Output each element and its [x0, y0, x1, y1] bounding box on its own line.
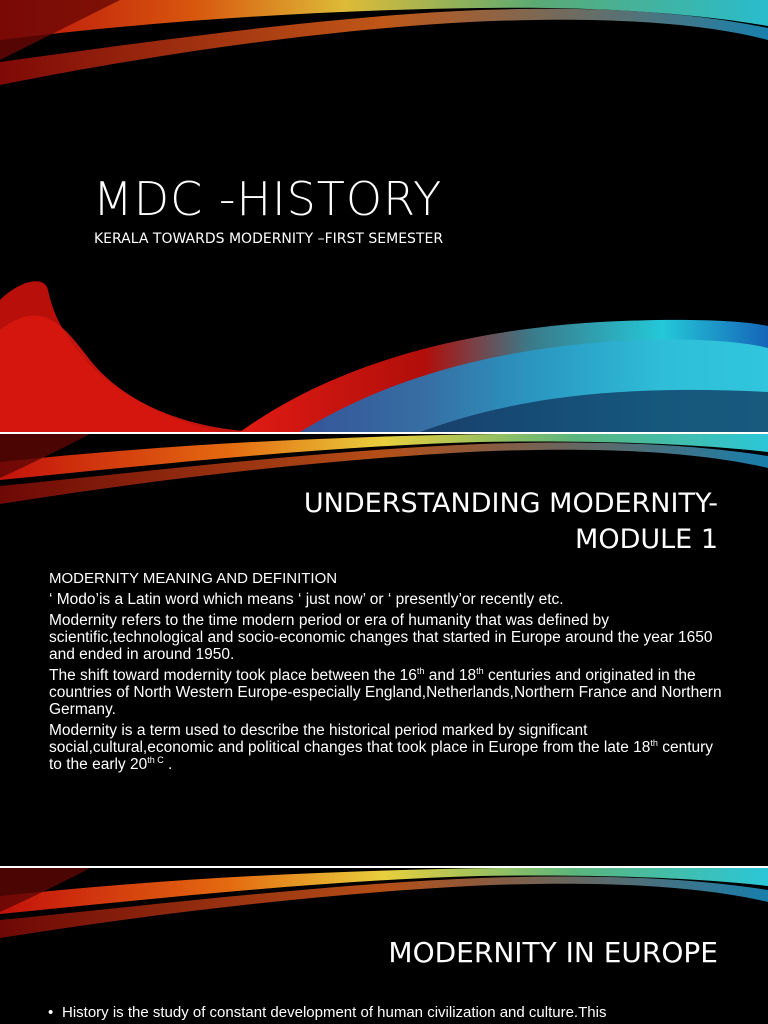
slide-title-line-2: MODULE 1 [575, 524, 718, 555]
slide-title [158, 486, 718, 558]
slide-title: MODERNITY IN EUROPE [388, 936, 718, 969]
slide-subtitle: KERALA TOWARDS MODERNITY –FIRST SEMESTER [94, 231, 444, 247]
bullet-marker: • [48, 1004, 54, 1021]
paragraph-latin-origin: ‘ Modo’is a Latin word which means ‘ just now’ or ‘ presently’or recently etc. [49, 591, 564, 608]
content-slide-modernity-in-europe [0, 868, 768, 1024]
title-slide [0, 0, 768, 432]
content-slide-module-1 [0, 434, 768, 866]
bullet-item [48, 1004, 606, 1021]
bullet-text: History is the study of constant development of human civilization and culture.This [62, 1004, 607, 1021]
slide-title-line-1: UNDERSTANDING MODERNITY- [303, 488, 718, 519]
section-heading: MODERNITY MEANING AND DEFINITION [49, 570, 338, 587]
paragraph-shift: The shift toward modernity took place between the 16th and 18th centuries and originated in the countries of North Western Europe-especially England,Netherlands,Northern France and Northern Germany. [49, 665, 722, 718]
paragraph-historical-period: Modernity is a term used to describe the historical period marked by significant social,cultural,economic and political changes that took place in Europe from the late 18th century to the early $20^{th C}$ . [49, 722, 714, 773]
paragraph-definition: Modernity refers to the time modern period or era of humanity that was defined by scientific,technological and socio-economic changes that started in Europe around the year 1650 and ended in around 1950. [49, 612, 713, 663]
slide-body [49, 570, 729, 777]
slide-title: MDC -HISTORY [93, 172, 443, 226]
